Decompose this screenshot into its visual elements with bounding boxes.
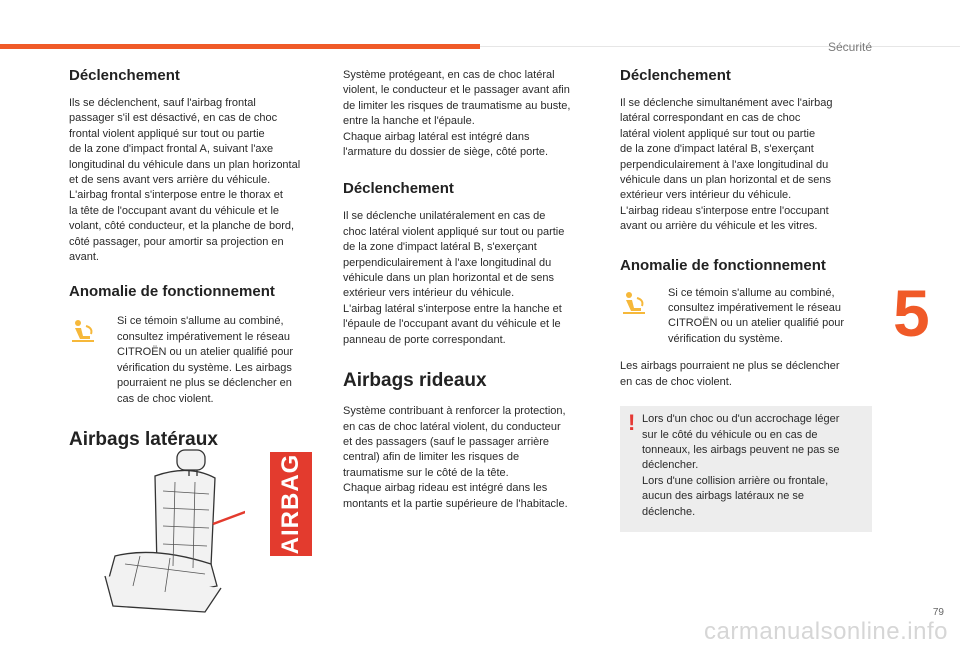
alert-text: Lors d'un choc ou d'un accrochage léger sur le côté du véhicule ou en cas de tonneaux, les airbags peuvent ne pas se déclencher. Lors d'une collision arrière ou frontale, aucun des airbags latéraux ne se déclenche. — [642, 413, 840, 518]
alert-box — [620, 406, 872, 532]
heading-anomalie: Anomalie de fonctionnement — [69, 283, 275, 301]
warning-text-rideau: Si ce témoin s'allume au combiné, consultez impérativement le réseau CITROËN ou un atelier qualifié pour vérification du système. — [668, 286, 845, 345]
paragraph-after-warning: Les airbags pourraient ne plus se déclencher en cas de choc violent. — [620, 360, 840, 388]
column-2 — [343, 68, 599, 512]
paragraph-declenchement: Ils se déclenchent, sauf l'airbag frontal passager s'il est désactivé, en cas de choc frontal violent appliqué sur tout ou partie de la zone d'impact frontal A, suivant l'axe longitudinal du véhicule dans un plan horizontal et de sens avant vers arrière du véhicule. L'airbag frontal s'interpose entre le thorax et la tête de l'occupant avant du véhicule et le volant, côté conducteur, et la planche de bord, côté passager, pour amortir sa projection en avant. — [69, 97, 301, 264]
heading-declenchement-lateral: Déclenchement — [343, 180, 454, 198]
seat-illustration — [85, 446, 245, 621]
heading-anomalie-rideau: Anomalie de fonctionnement — [620, 256, 826, 274]
airbag-warning-icon — [69, 316, 97, 344]
header-rule — [480, 46, 960, 47]
airbag-label: AIRBAG — [277, 453, 304, 555]
heading-declenchement-rideau: Déclenchement — [620, 67, 731, 84]
paragraph-declenchement-lateral: Il se déclenche unilatéralement en cas de choc latéral violent appliqué sur tout ou partie de la zone d'impact latéral B, s'exerçant perpendiculairement à l'axe longitudinal du véhicule dans un plan horizontal et de sens extérieur vers intérieur du véhicule. L'airbag latéral s'interpose entre la hanche et l'épaule de l'occupant avant du véhicule et le panneau de porte correspondant. — [343, 210, 565, 346]
warning-note-rideau — [620, 286, 876, 348]
header-accent-bar — [0, 44, 480, 49]
paragraph-lateraux-intro: Système protégeant, en cas de choc latéral violent, le conducteur et le passager avant afin de limiter les risques de traumatisme au buste, entre la hanche et l'épaule. Chaque airbag latéral est intégré dans l'armature du dossier de siège, côté porte. — [343, 69, 571, 159]
heading-airbags-lateraux: Airbags latéraux — [69, 428, 218, 450]
section-title: Sécurité — [827, 40, 872, 54]
column-1 — [69, 67, 327, 451]
column-3 — [620, 67, 876, 532]
watermark: carmanualsonline.info — [704, 618, 948, 645]
heading-declenchement: Déclenchement — [69, 67, 180, 84]
warning-text: Si ce témoin s'allume au combiné, consultez impérativement le réseau CITROËN ou un atelier qualifié pour vérification du système. Les airbags pourraient ne plus se déclencher en cas de choc violent. — [117, 315, 294, 405]
page-number: 79 — [932, 607, 944, 618]
warning-note — [69, 314, 327, 406]
paragraph-rideaux: Système contribuant à renforcer la protection, en cas de choc latéral violent, du conducteur et des passagers (sauf le passager arrière central) afin de limiter les risques de traumatisme sur le côté de la tête. Chaque airbag rideau est intégré dans les montants et la partie supérieure de l'habitacle. — [343, 405, 568, 510]
exclamation-icon: ! — [628, 410, 636, 436]
heading-airbags-rideaux: Airbags rideaux — [343, 370, 487, 392]
chapter-number: 5 — [893, 276, 930, 350]
paragraph-declenchement-rideau: Il se déclenche simultanément avec l'airbag latéral correspondant en cas de choc latéral violent appliqué sur tout ou partie de la zone d'impact latéral B, s'exerçant perpendiculairement à l'axe longitudinal du véhicule dans un plan horizontal et de sens extérieur vers intérieur du véhicule. L'airbag rideau s'interpose entre l'occupant avant ou arrière du véhicule et les vitres. — [620, 97, 833, 233]
airbag-label-tag — [270, 452, 312, 556]
airbag-warning-icon — [620, 288, 648, 316]
